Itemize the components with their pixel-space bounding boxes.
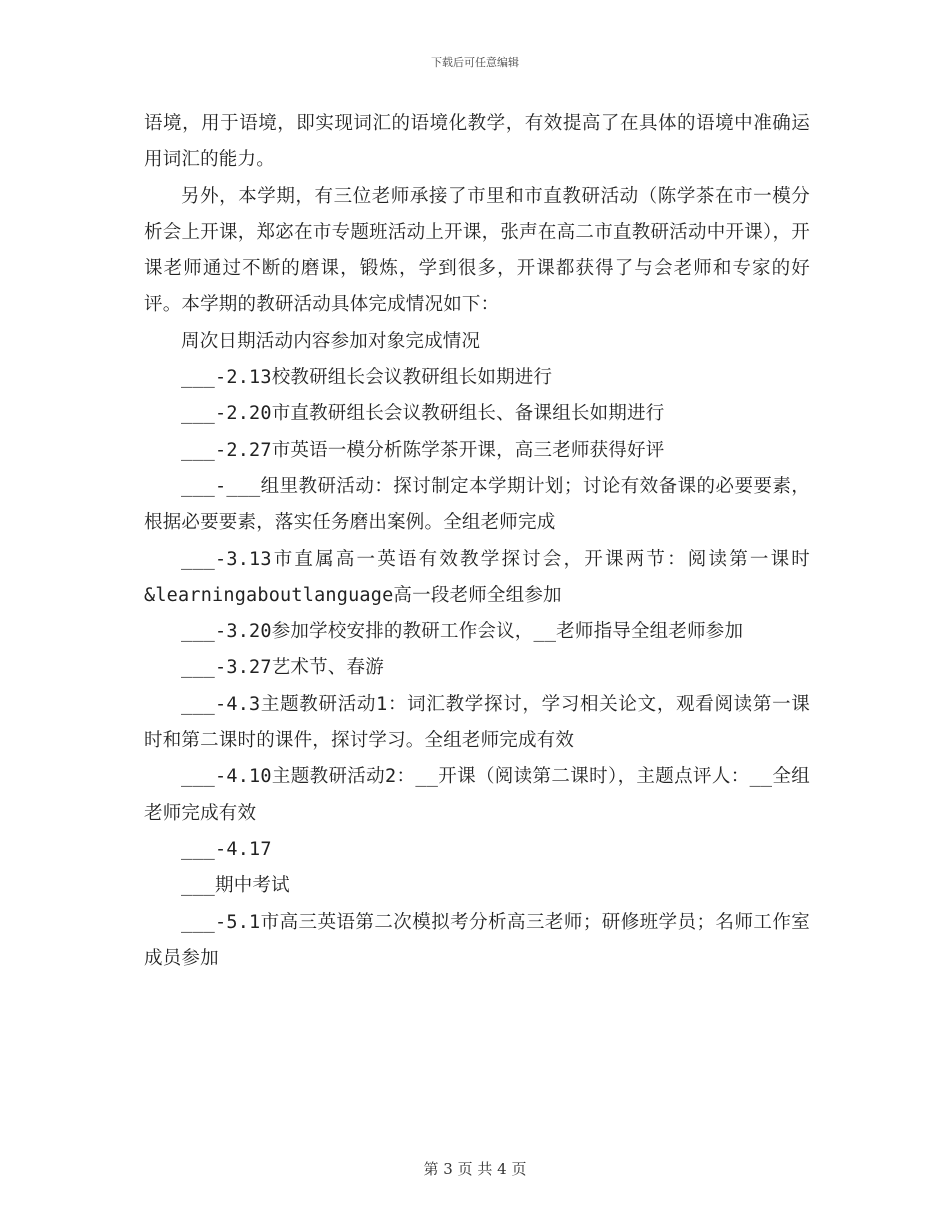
schedule-line: ___-2.13校教研组长会议教研组长如期进行: [181, 367, 553, 389]
document-body: [144, 106, 810, 977]
schedule-line: ___-5.1市高三英语第二次模拟考分析高三老师；研修班学员；名师工作室成员参加: [144, 911, 810, 969]
schedule-line: ___-4.3主题教研活动1：词汇教学探讨，学习相关论文，观看阅读第一课时和第二课时的课件，探讨学习。全组老师完成有效: [144, 693, 810, 752]
schedule-line: ___-2.27市英语一模分析陈学茶开课，高三老师获得好评: [181, 439, 665, 461]
schedule-line: ___-4.17: [181, 838, 272, 860]
schedule-line: ___期中考试: [181, 875, 290, 897]
schedule-line: ___-4.10主题教研活动2：__开课（阅读第二课时），主题点评人：__全组老师完成有效: [144, 766, 810, 824]
page-footer: 第 3 页 共 4 页: [423, 1160, 527, 1178]
schedule-line: ___-3.27艺术节、春游: [181, 657, 384, 679]
schedule-line: ___-3.20参加学校安排的教研工作会议，__老师指导全组老师参加: [181, 621, 744, 643]
schedule-line: ___-2.20市直教研组长会议教研组长、备课组长如期进行: [181, 403, 665, 425]
page-header: 下载后可任意编辑: [431, 56, 519, 69]
schedule-header-line: 周次日期活动内容参加对象完成情况: [181, 330, 481, 352]
schedule-line: ___-3.13市直属高一英语有效教学探讨会，开课两节：阅读第一课时&learningaboutlanguage高一段老师全组参加: [144, 548, 810, 606]
paragraph: 另外，本学期，有三位老师承接了市里和市直教研活动（陈学茶在市一模分析会上开课，郑宓在市专题班活动上开课，张声在高二市直教研活动中开课），开课老师通过不断的磨课，锻炼，学到很多，开课都获得了与会老师和专家的好评。本学期的教研活动具体完成情况如下：: [144, 185, 810, 316]
paragraph: 语境，用于语境，即实现词汇的语境化教学，有效提高了在具体的语境中准确运用词汇的能力。: [144, 113, 810, 171]
schedule-line: ___-___组里教研活动：探讨制定本学期计划；讨论有效备课的必要要素，根据必要要素，落实任务磨出案例。全组老师完成: [144, 475, 810, 534]
